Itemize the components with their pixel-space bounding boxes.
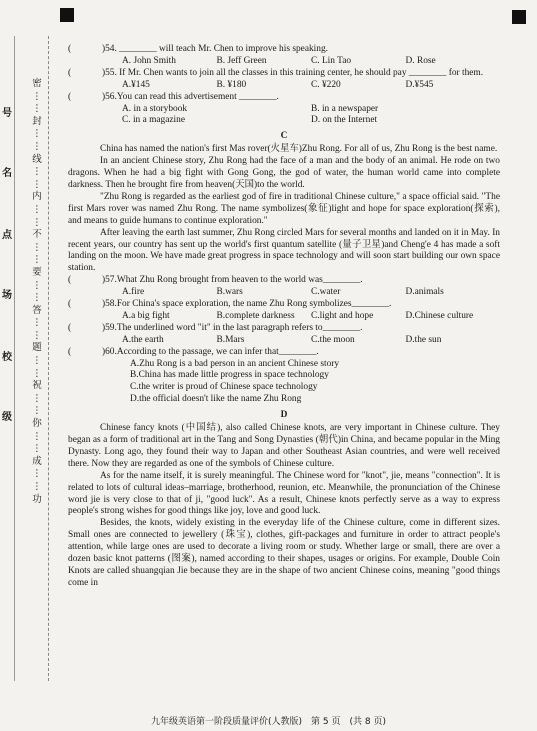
option-c: C.the writer is proud of Chinese space technology [130,382,318,393]
question-stem: )57.What Zhu Rong brought from heaven to the world was________. [102,275,363,286]
question-57 [68,275,500,299]
question-59 [68,323,500,347]
question-stem: )56.You can read this advertisement ________. [102,91,279,102]
answer-bracket[interactable]: ( [68,322,72,333]
option-d: D.¥545 [405,79,434,90]
margin-label-class: 级 [2,412,12,423]
option-b: B. in a newspaper [311,103,379,114]
option-a: A. John Smith [122,55,176,66]
binding-line [14,36,15,681]
margin-label-name: 名 [2,168,12,179]
answer-bracket[interactable]: ( [68,275,72,286]
margin-label-school: 校 [2,352,12,363]
question-60 [68,347,500,407]
option-d: D. Rose [405,55,436,66]
registration-mark-top-right [512,10,526,24]
option-b: B.China has made little progress in space technology [130,370,329,381]
passage-d-paragraph: As for the name itself, it is surely meaningful. The Chinese word for "knot", jie, means "connection". It is related to lots of cultural ideas–marriage, brotherhood, reunion, etc. Meanwhile, the pronunciation of the Chinese word jie is very close to that of ji, "good luck". As a result, Chinese knots perfectly serve as a way to express people's strong wishes for good things like joy, love and good luck. [68,470,500,517]
section-c-title: C [280,131,288,142]
passage-c-paragraph: In an ancient Chinese story, Zhu Rong had the face of a man and the body of an animal. He rode on two dragons. When he had a big fight with Gong Gong, the god of water, the human world came into complete darkness. Then he brought fire from heaven(天国)to the world. [68,156,500,190]
answer-bracket[interactable]: ( [68,299,72,310]
margin-label-exam-site: 点 [2,230,12,241]
margin-label-exam-room: 场 [2,290,12,301]
option-d: D.the sun [405,334,442,345]
option-b: B.complete darkness [216,310,295,321]
passage-d-paragraph: Besides, the knots, widely existing in the everyday life of the Chinese culture, come in different sizes. Small ones are connected to jewellery (珠宝), clothes, gift-packages and furniture in order to attract people's attention, while large ones are used to decorate a living room or study. Whether large or small, there are over a dozen basic knot patterns (图案), named according to their shapes, usages or origins. For example, Double Coin Knots are called shuangqian Jie because they are in the shape of two ancient Chinese coins, meaning "good things come in [68,518,500,588]
option-a: A.¥145 [122,79,150,90]
option-b: B. Jeff Green [216,55,267,66]
option-a: A.fire [122,287,145,298]
page-content [68,44,500,590]
passage-c-paragraph: China has named the nation's first Mas rover(火星车)Zhu Rong. For all of us, Zhu Rong is the best name. [100,144,498,155]
option-c: C. ¥220 [311,79,341,90]
question-stem: )60.According to the passage, we can infer that________. [102,346,319,357]
option-c: C. Lin Tao [311,55,352,66]
answer-bracket[interactable]: ( [68,44,72,54]
option-d: D.Chinese culture [405,310,474,321]
option-d: D.animals [405,287,444,298]
question-58 [68,299,500,323]
option-b: B.wars [216,287,243,298]
section-d-title: D [280,410,288,421]
passage-c-paragraph: "Zhu Rong is regarded as the earliest god of fire in traditional Chinese culture," a space official said. "The first Mars rover was named Zhu Rong. The name symbolizes(象征)light and hope for space exploration(探索), and means to guide humans to continue exploration." [68,191,500,226]
question-stem: )58.For China's space exploration, the name Zhu Rong symbolizes________. [102,299,392,310]
margin-label-number: 号 [2,108,12,119]
passage-c-paragraph: After leaving the earth last summer, Zhu Rong circled Mars for several months and landed on it in May. In recent years, our country has sent up the world's first quantum satellite (量子卫星)and Cheng'e 4 has made a soft landing on the moon. We have made great progress in space technology and will soon start building our own space station. [68,227,500,274]
question-stem: )54. ________ will teach Mr. Chen to improve his speaking. [102,44,329,54]
option-a: A.a big fight [122,310,170,321]
option-a: A.the earth [122,334,164,345]
option-c: C.water [311,287,341,298]
question-stem: )59.The underlined word "it" in the last paragraph refers to________. [102,322,363,333]
registration-mark-top-left [60,8,74,22]
option-d: D.the official doesn't like the name Zhu Rong [130,394,302,405]
option-c: C.the moon [311,334,355,345]
answer-bracket[interactable]: ( [68,91,72,102]
option-c: C. in a magazine [122,115,185,126]
option-c: C.light and hope [311,310,374,321]
question-54 [68,44,500,68]
seal-line-text: 密 ⋮ ⋮ 封 ⋮ ⋮ 线 ⋮ ⋮ 内 ⋮ ⋮ 不 ⋮ ⋮ 要 ⋮ ⋮ 答 ⋮ ⋮ 题 ⋮ ⋮ 祝 ⋮ ⋮ 你 ⋮ ⋮ 成 ⋮ ⋮ 功 [32,78,42,505]
option-a: A. in a storybook [122,103,188,114]
option-d: D. on the Internet [311,115,378,126]
question-55 [68,68,500,92]
page-footer: 九年级英语第一阶段质量评价(人教版) 第 5 页 (共 8 页) [151,717,386,727]
question-56 [68,92,500,128]
option-b: B. ¥180 [216,79,247,90]
answer-bracket[interactable]: ( [68,67,72,78]
option-b: B.Mars [216,334,245,345]
passage-d-paragraph: Chinese fancy knots (中国结), also called Chinese knots, are very important in Chinese culture. They began as a form of traditional art in the Tang and Song Dynasties (朝代)in China, and became popular in the Ming Dynasty. Long ago, they found their way to Japan and other Southeast Asian countries, and were well received there. Now they are regarded as one of the symbols of Chinese culture. [68,423,500,469]
answer-bracket[interactable]: ( [68,346,72,357]
option-a: A.Zhu Rong is a bad person in an ancient Chinese story [130,358,340,369]
question-stem: )55. If Mr. Chen wants to join all the classes in this training center, he should pay ________ for them. [102,67,484,78]
